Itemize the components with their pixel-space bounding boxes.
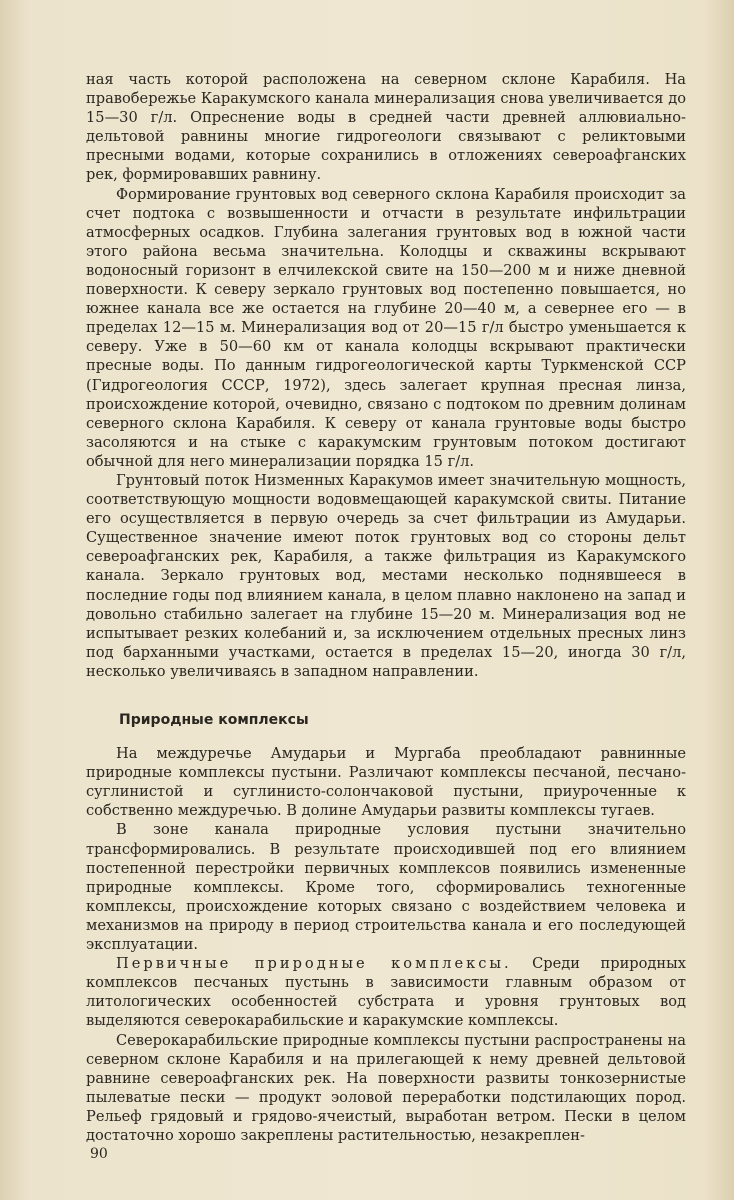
page-number: 90 bbox=[90, 1146, 108, 1162]
section-paragraph-2: В зоне канала природные условия пустыни значительно трансформировались. В результате происходившей под его влиянием постепенной перестройки первичных комплексов появились измененные природные комплексы. Кроме того, сформировались техногенные комплексы, происхождение которых связано с воздействием человека и механизмов на природу в период строительства канала и его последующей эксплуатации. bbox=[86, 821, 686, 954]
section-heading: Природные комплексы bbox=[119, 712, 309, 728]
primary-complexes-paragraph bbox=[86, 954, 686, 1030]
primary-complexes-text: Среди природных комплексов песчаных пустынь в зависимости главным образом от литологических особенностей субстрата и уровня грунтовых вод выделяются северокарабильские и каракумские комплексы. bbox=[86, 955, 686, 1030]
paragraph-1: ная часть которой расположена на северном склоне Карабиля. На правобережье Каракумского канала минерализация снова увеличивается до 15—30 г/л. Опреснение воды в средней части древней аллювиально-дельтовой равнины многие гидрогеологи связывают с реликтовыми пресными водами, которые сохранились в отложениях североафганских рек, формировавших равнину. bbox=[86, 71, 686, 184]
section-paragraph-1: На междуречье Амударьи и Мургаба преобладают равнинные природные комплексы пустыни. Различают комплексы песчаной, песчано-суглинистой и суглинисто-солончаковой пустыни, приуроченные к собственно междуречью. В долине Амударьи развиты комплексы тугаев. bbox=[86, 745, 686, 820]
paragraph-2: Формирование грунтовых вод северного склона Карабиля происходит за счет подтока с возвышенности и отчасти в результате инфильтрации атмосферных осадков. Глубина залегания грунтовых вод в южной части этого района весьма значительна. Колодцы и скважины вскрывают водоносный горизонт в елчилекской свите на 150—200 м и ниже дневной поверхности. К северу зеркало грунтовых вод постепенно повышается, но южнее канала все же остается на глубине 20—40 м, а севернее его — в пределах 12—15 м. Минерализация вод от 20—15 г/л быстро уменьшается к северу. Уже в 50—60 км от канала колодцы вскрывают практически пресные воды. По данным гидрогеологической карты Туркменской ССР (Гидрогеология СССР, 1972), здесь залегает крупная пресная линза, происхождение которой, очевидно, связано с подтоком по древним долинам северного склона Карабиля. К северу от канала грунтовые воды быстро засоляются и на стыке с каракумским грунтовым потоком достигают обычной для него минерализации порядка 15 г/л. bbox=[86, 185, 686, 470]
primary-complexes-term: Первичные природные комплексы. bbox=[116, 955, 512, 973]
paragraph-3: Грунтовый поток Низменных Каракумов имеет значительную мощность, соответствующую мощности водовмещающей каракумской свиты. Питание его осуществляется в первую очередь за счет фильтрации из Амударьи. Существенное значение имеют поток грунтовых вод со стороны дельт североафганских рек, Карабиля, а также фильтрация из Каракумского канала. Зеркало грунтовых вод, местами несколько поднявшееся в последние годы под влиянием канала, в целом плавно наклонено на запад и довольно стабильно залегает на глубине 15—20 м. Минерализация вод не испытывает резких колебаний и, за исключением отдельных пресных линз под барханными участками, остается в пределах 15—20, иногда 30 г/л, несколько увеличиваясь в западном направлении. bbox=[86, 471, 686, 680]
page-text bbox=[86, 70, 686, 1145]
north-karabil-paragraph: Северокарабильские природные комплексы пустыни распространены на северном склоне Карабиля и на прилегающей к нему древней дельтовой равнине североафганских рек. На поверхности развиты тонкозернистые пылеватые пески — продукт эоловой переработки подстилающих пород. Рельеф грядовый и грядово-ячеистый, выработан ветром. Пески в целом достаточно хорошо закреплены растительностью, незакреплен- bbox=[86, 1031, 686, 1144]
